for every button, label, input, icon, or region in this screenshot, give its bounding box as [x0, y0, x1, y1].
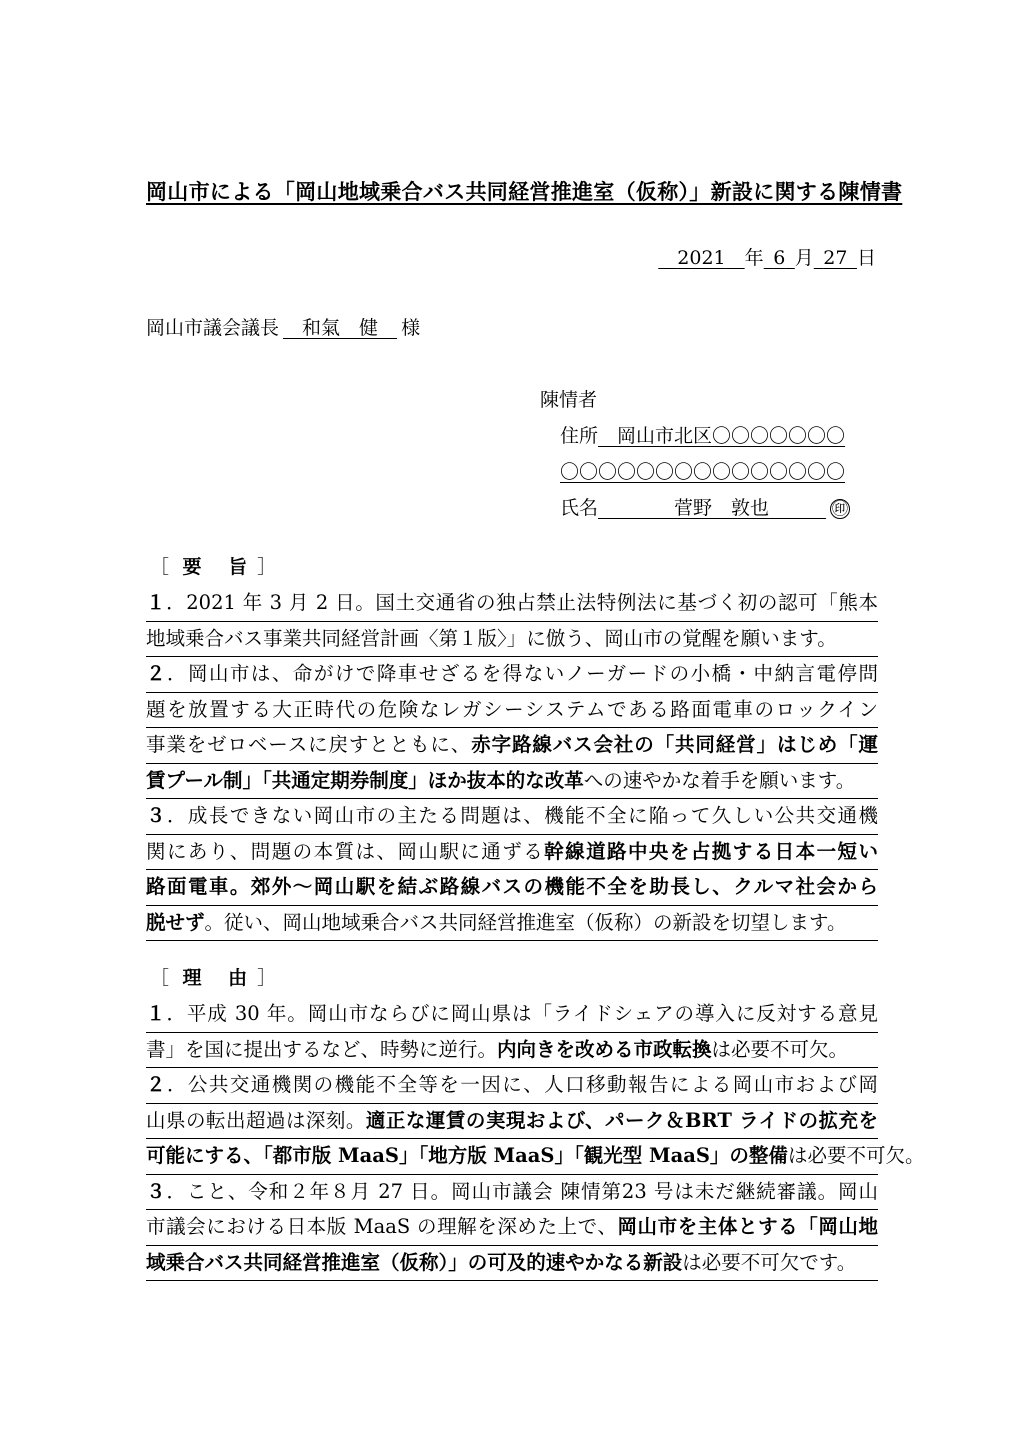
- addressee-title: 岡山市議会議長: [146, 317, 280, 339]
- name-value: 菅野 敦也: [674, 497, 770, 519]
- body-text: ．公共交通機関の機能不全等を一因に、人口移動報告による岡山市および岡: [166, 1073, 878, 1096]
- emphasis-text: 赤字路線バス会社の「共同経営」はじめ「運: [471, 733, 878, 756]
- body-text: は必要不可欠です。: [682, 1250, 857, 1274]
- emphasis-text: 適正な運賃の実現および、パーク＆BRT ライドの拡充を: [365, 1108, 878, 1132]
- reasons-item-3-line: [146, 1175, 878, 1211]
- reasons-item-2-line: [146, 1068, 878, 1104]
- summary-heading-label: 要 旨: [182, 556, 258, 578]
- summary-item-1-line: [146, 622, 878, 658]
- body-text: ．岡山市は、命がけで降車せざるを得ないノーガードの小橋・中納言電停問: [166, 662, 878, 685]
- emphasis-text: 岡山市を主体とする「岡山地: [617, 1215, 878, 1238]
- summary-item-1-line: [146, 586, 878, 622]
- address-line-2: 〇〇〇〇〇〇〇〇〇〇〇〇〇〇〇: [560, 461, 846, 483]
- date-day: 27: [823, 247, 848, 269]
- address-label: 住所: [560, 425, 599, 447]
- body-text: ．成長できない岡山市の主たる問題は、機能不全に陥って久しい公共交通機: [166, 804, 878, 827]
- reasons-item-2-line: [146, 1104, 878, 1140]
- document-title: 岡山市による「岡山地域乗合バス共同経営推進室（仮称）」新設に関する陳情書: [146, 179, 903, 204]
- petitioner-name: [540, 490, 850, 526]
- summary-item-2-line: [146, 764, 878, 800]
- body-text: 書」を国に提出するなど、時勢に逆行。: [146, 1037, 498, 1061]
- petitioner-address-cont: [540, 454, 850, 490]
- body-text: 市議会における日本版 MaaS の理解を深めた上で、: [146, 1215, 618, 1238]
- summary-item-number: ２: [146, 662, 167, 685]
- reasons-heading-label: 理 由: [182, 967, 258, 989]
- reasons-item-1-line: [146, 997, 878, 1033]
- reasons-item-number: １: [146, 1002, 167, 1025]
- reasons-item-2-line: [146, 1139, 925, 1175]
- summary-item-number: １: [146, 591, 167, 614]
- summary-heading: ［ 要 旨］: [150, 556, 279, 578]
- reasons-body: [146, 997, 925, 1281]
- document-date: [658, 243, 876, 270]
- summary-item-3-line: [146, 906, 878, 942]
- summary-item-2-line: [146, 728, 878, 764]
- date-year-unit: 年: [744, 247, 764, 269]
- emphasis-text: 域乗合バス共同経営推進室（仮称）」の可及的速やかなる新設: [146, 1250, 683, 1274]
- petitioner-block: [540, 382, 850, 526]
- body-text: ．こと、令和２年８月 27 日。岡山市議会 陳情第23 号は未だ継続審議。岡山: [166, 1179, 878, 1203]
- address-line-1: 岡山市北区〇〇〇〇〇〇〇: [617, 425, 846, 447]
- body-text: は必要不可欠。: [787, 1144, 925, 1167]
- reasons-item-3-line: [146, 1210, 878, 1246]
- body-text: は必要不可欠。: [711, 1037, 849, 1061]
- addressee-name: 和氣 健: [302, 317, 379, 339]
- date-year: 2021: [677, 247, 726, 269]
- summary-item-3-line: [146, 870, 878, 906]
- petitioner-address: [540, 418, 850, 454]
- emphasis-text: 賃プール制」「共通定期券制度」ほか抜本的な改革: [146, 768, 584, 792]
- body-text: 関にあり、問題の本質は、岡山駅に通ずる: [146, 839, 545, 863]
- body-text: 山県の転出超過は深刻。: [146, 1108, 366, 1132]
- summary-item-3-line: [146, 799, 878, 835]
- date-month: 6: [773, 247, 786, 269]
- reasons-item-number: ２: [146, 1073, 167, 1096]
- addressee-honorific: 様: [401, 317, 421, 339]
- emphasis-text: 幹線道路中央を占拠する日本一短い: [544, 839, 878, 863]
- emphasis-text: 脱せず: [146, 910, 205, 934]
- reasons-heading: ［ 理 由］: [150, 967, 279, 989]
- body-text: 事業をゼロベースに戻すとともに、: [146, 733, 472, 756]
- summary-item-2-line: [146, 693, 878, 729]
- body-text: 。従い、岡山地域乗合バス共同経営推進室（仮称）の新設を切望します。: [204, 910, 847, 934]
- emphasis-text: 可能にする、「都市版 MaaS」「地方版 MaaS」「観光型 MaaS」の整備: [146, 1144, 788, 1167]
- emphasis-text: 内向きを改める市政転換: [497, 1037, 712, 1061]
- body-text: への速やかな着手を願います。: [583, 768, 856, 792]
- summary-body: [146, 586, 878, 941]
- summary-item-3-line: [146, 835, 878, 871]
- body-text: 地域乗合バス事業共同経営計画〈第１版〉」に倣う、岡山市の覚醒を願います。: [146, 626, 837, 650]
- addressee: [146, 313, 420, 340]
- body-text: ．平成 30 年。岡山市ならびに岡山県は「ライドシェアの導入に反対する意見: [166, 1002, 878, 1025]
- reasons-item-number: ３: [146, 1179, 167, 1203]
- body-text: 題を放置する大正時代の危険なレガシーシステムである路面電車のロックイン: [146, 697, 878, 721]
- summary-item-number: ３: [146, 804, 167, 827]
- date-month-unit: 月: [794, 247, 814, 269]
- name-label: 氏名: [560, 497, 599, 519]
- petitioner-label: 陳情者: [540, 389, 598, 411]
- body-text: ．2021 年 3 月 2 日。国土交通省の独占禁止法特例法に基づく初の認可「熊本: [166, 591, 878, 614]
- summary-item-2-line: [146, 657, 878, 693]
- seal-mark: ㊞: [832, 499, 849, 518]
- reasons-item-1-line: [146, 1033, 878, 1069]
- emphasis-text: 路面電車。郊外～岡山駅を結ぶ路線バスの機能不全を助長し、クルマ社会から: [146, 875, 878, 898]
- reasons-item-3-line: [146, 1246, 878, 1282]
- date-day-unit: 日: [856, 247, 876, 269]
